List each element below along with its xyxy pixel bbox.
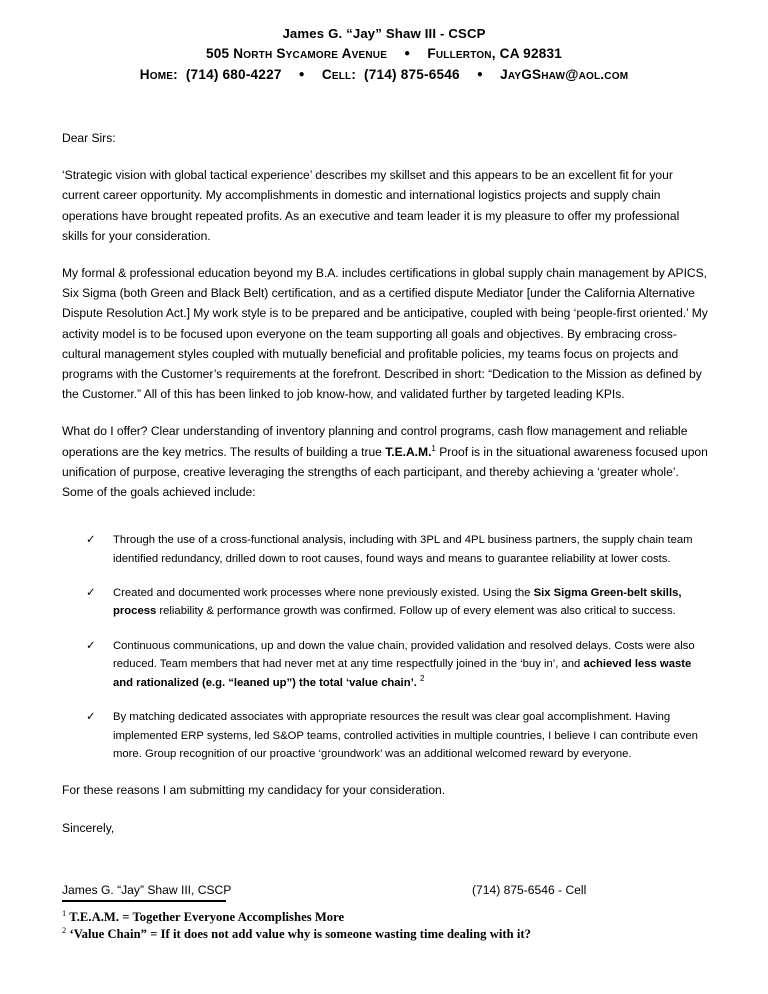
email-address: JayGShaw@aol.com <box>500 67 629 82</box>
emphasis-text: achieved less waste and rationalized (e.g. “leaned up”) the total ‘value chain’. <box>113 658 692 689</box>
list-item-text: Created and documented work processes where none previously existed. Using the <box>113 587 534 600</box>
checkmark-icon: ✓ <box>86 534 96 547</box>
emphasis-text: Six Sigma Green-belt skills, process <box>113 587 682 618</box>
bullet-separator-icon: ● <box>476 69 484 80</box>
footnote-ref-2: 2 <box>419 673 425 683</box>
letterhead <box>0 0 768 86</box>
bullet-separator-icon: ● <box>298 69 305 80</box>
signature-phone: (714) 875-6546 - Cell <box>472 882 587 897</box>
list-item <box>62 531 708 568</box>
footnote-separator-rule <box>62 900 226 902</box>
checkmark-icon: ✓ <box>86 639 96 652</box>
list-item-text: reliability & performance growth was confirmed. Follow up of every element was also critical to success. <box>156 605 676 618</box>
list-item <box>62 637 708 692</box>
cell-phone-value: (714) 875-6546 <box>364 67 460 82</box>
checkmark-icon: ✓ <box>86 711 96 724</box>
spacer <box>62 515 708 531</box>
sign-off: Sincerely, <box>62 820 115 835</box>
list-item-text: Continuous communications, up and down the value chain, provided validation and resolved delays. Costs were also reduced. Team members that had never met at any time respectfully joined in the ‘buy in’, and <box>113 639 695 671</box>
paragraph-3-lead: What do I offer? Clear understanding of inventory planning and control programs, cash flow management and reliable operations are the key metrics. The results of building a true <box>62 424 688 459</box>
team-acronym: T.E.A.M. <box>385 444 432 459</box>
paragraph-1: ‘Strategic vision with global tactical experience’ describes my skillset and this appears to be an excellent fit for your current career opportunity. My accomplishments in domestic and international logistics projects and supply chain operations have brought repeated profits. As an executive and team leader it is my pleasure to offer my professional skills for your consideration. <box>62 168 680 243</box>
footnotes-area <box>62 900 708 942</box>
footnote-list <box>62 909 708 942</box>
letterhead-contact-line <box>0 65 768 86</box>
list-item-text: By matching dedicated associates with appropriate resources the result was clear goal accomplishment. Having implemented ERP systems, led S&OP teams, controlled activities in multiple countries, I believe I can contribute even more. Group recognition of our proactive ‘groundwork’ was an additional welcomed reward by everyone. <box>113 711 698 760</box>
paragraph-2: My formal & professional education beyond my B.A. includes certifications in global supply chain management by APICS, Six Sigma (both Green and Black Belt) certification, and as a certified dispute Mediator [under the California Alternative Dispute Resolution Act.] My work style is to be prepared and be anticipative, coupled with being ‘people-first oriented.’ My activity model is to be focused upon everyone on the team supporting all goals and objectives. By embracing cross-cultural management styles coupled with mutually beneficial and profitable policies, my teams focus on projects and programs with the Customer’s requirements at the forefront. Described in short: “Dedication to the Mission as defined by the Customer.” All of this has been linked to job know-how, and validated further by targeted leading KPIs. <box>62 266 708 402</box>
letterhead-address-line <box>0 44 768 65</box>
letter-body <box>62 128 708 900</box>
list-item <box>62 708 708 763</box>
paragraph-3-tail: Proof is in the situational awareness focused upon unification of purpose, creative leveraging the strengths of each participant, and thereby achieving a ‘greater whole’. Some of the goals achieved include: <box>62 444 708 500</box>
home-phone-value: (714) 680-4227 <box>185 67 282 82</box>
footnote-ref-1: 1 <box>431 443 436 453</box>
checkmark-icon: ✓ <box>86 587 96 600</box>
signature-row <box>62 880 708 900</box>
city-state-zip: Fullerton, CA 92831 <box>427 46 562 61</box>
bullet-separator-icon: ● <box>404 48 411 59</box>
street-address: 505 North Sycamore Avenue <box>206 46 388 61</box>
achievements-list <box>62 531 708 763</box>
home-phone-label: Home: <box>139 67 178 82</box>
letterhead-name: James G. “Jay” Shaw III - CSCP <box>282 26 486 41</box>
closing-paragraph: For these reasons I am submitting my candidacy for your consideration. <box>62 783 446 798</box>
salutation: Dear Sirs: <box>62 131 116 145</box>
footnote-marker: 1 <box>62 908 67 918</box>
footnote <box>62 926 708 943</box>
footnote-marker: 2 <box>62 925 67 935</box>
list-item-text: Through the use of a cross-functional analysis, including with 3PL and 4PL business partners, the supply chain team identified redundancy, drilled down to root causes, found ways and means to guarantee reliability at lower costs. <box>113 534 693 565</box>
list-item <box>62 584 708 621</box>
footnote-text: T.E.A.M. = Together Everyone Accomplishes More <box>66 910 345 924</box>
cell-phone-label: Cell: <box>321 67 357 82</box>
footnote <box>62 909 708 926</box>
footnote-text: ‘Value Chain” = If it does not add value why is someone wasting time dealing with it? <box>66 926 532 941</box>
signature-space <box>62 838 708 880</box>
paragraph-3 <box>62 421 708 502</box>
signature-name: James G. “Jay” Shaw III, CSCP <box>62 882 232 897</box>
spacer <box>62 763 708 780</box>
